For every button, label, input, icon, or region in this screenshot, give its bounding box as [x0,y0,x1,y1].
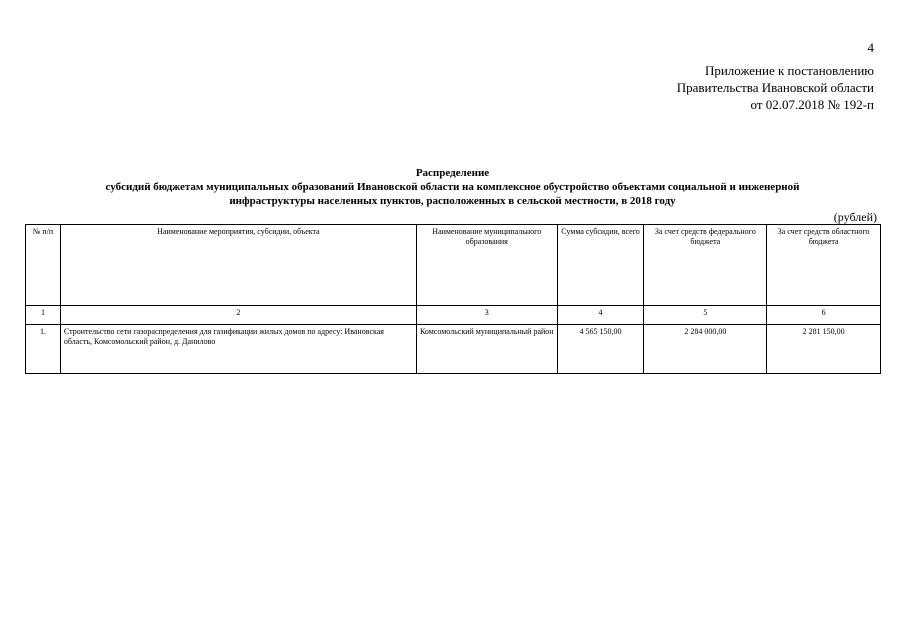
distribution-table [25,224,881,374]
header-number: № п/п [26,225,61,306]
col-number-5: 5 [644,306,767,325]
header-federal: За счет средств федерального бюджета [644,225,767,306]
header-event-name: Наименование мероприятия, субсидии, объекта [60,225,416,306]
row-federal: 2 284 000,00 [644,325,767,374]
table-row [26,325,881,374]
document-title [25,166,880,208]
col-number-1: 1 [26,306,61,325]
column-number-row [26,306,881,325]
title-line-2: субсидий бюджетам муниципальных образований Ивановской области на комплексное обустройство объектами социальной и инженерной [105,181,800,193]
header-municipality: Наименование муниципального образования [416,225,557,306]
title-line-3: инфраструктуры населенных пунктов, расположенных в сельской местности, в 2018 году [229,195,676,207]
col-number-2: 2 [60,306,416,325]
row-number: 1. [26,325,61,374]
col-number-4: 4 [557,306,644,325]
unit-label: (рублей) [833,210,877,224]
row-regional: 2 281 150,00 [767,325,881,374]
col-number-6: 6 [767,306,881,325]
table-header-row [26,225,881,306]
appendix-line-2: Правительства Ивановской области [676,80,874,95]
header-regional: За счет средств областного бюджета [767,225,881,306]
row-municipality: Комсомольский муниципальный район [416,325,557,374]
row-total: 4 565 150,00 [557,325,644,374]
appendix-line-1: Приложение к постановлению [704,63,874,78]
page-number: 4 [867,40,874,55]
header-total: Сумма субсидии, всего [557,225,644,306]
appendix-reference [677,62,874,113]
col-number-3: 3 [416,306,557,325]
appendix-line-3: от 02.07.2018 № 192-п [750,97,874,112]
title-heading: Распределение [415,167,490,179]
row-event-name: Строительство сети газораспределения для газификации жилых домов по адресу: Ивановская область, Комсомольский район, д. Данилово [60,325,416,374]
